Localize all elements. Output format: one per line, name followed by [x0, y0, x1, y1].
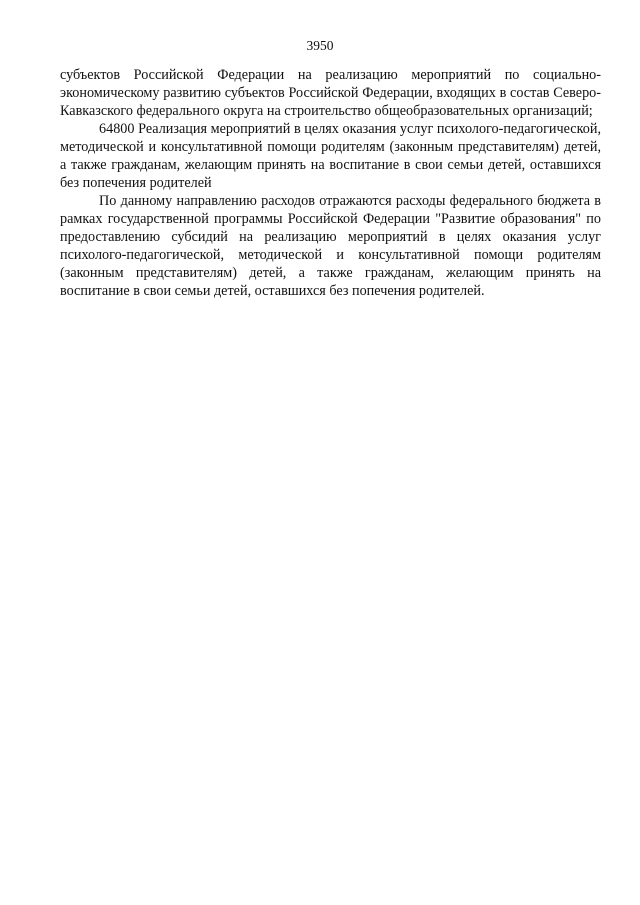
paragraph-continuation: субъектов Российской Федерации на реализацию мероприятий по социально-экономическому развитию субъектов Российской Федерации, входящих в состав Северо-Кавказского федерального округа на строительство общеобразовательных организаций;	[60, 67, 601, 119]
paragraph-code-64800-heading: 64800 Реализация мероприятий в целях оказания услуг психолого-педагогической, методической и консультативной помощи родителям (законным представителям) детей, а также гражданам, желающим принять на воспитание в свои семьи детей, оставшихся без попечения родителей	[60, 121, 601, 191]
document-body	[60, 66, 601, 300]
paragraph-expense-description: По данному направлению расходов отражаются расходы федерального бюджета в рамках государственной программы Российской Федерации "Развитие образования" по предоставлению субсидий на реализацию мероприятий в целях оказания услуг психолого-педагогической, методической и консультативной помощи родителям (законным представителям) детей, а также гражданам, желающим принять на воспитание в свои семьи детей, оставшихся без попечения родителей.	[60, 193, 601, 299]
page-number: 3950	[306, 38, 334, 53]
